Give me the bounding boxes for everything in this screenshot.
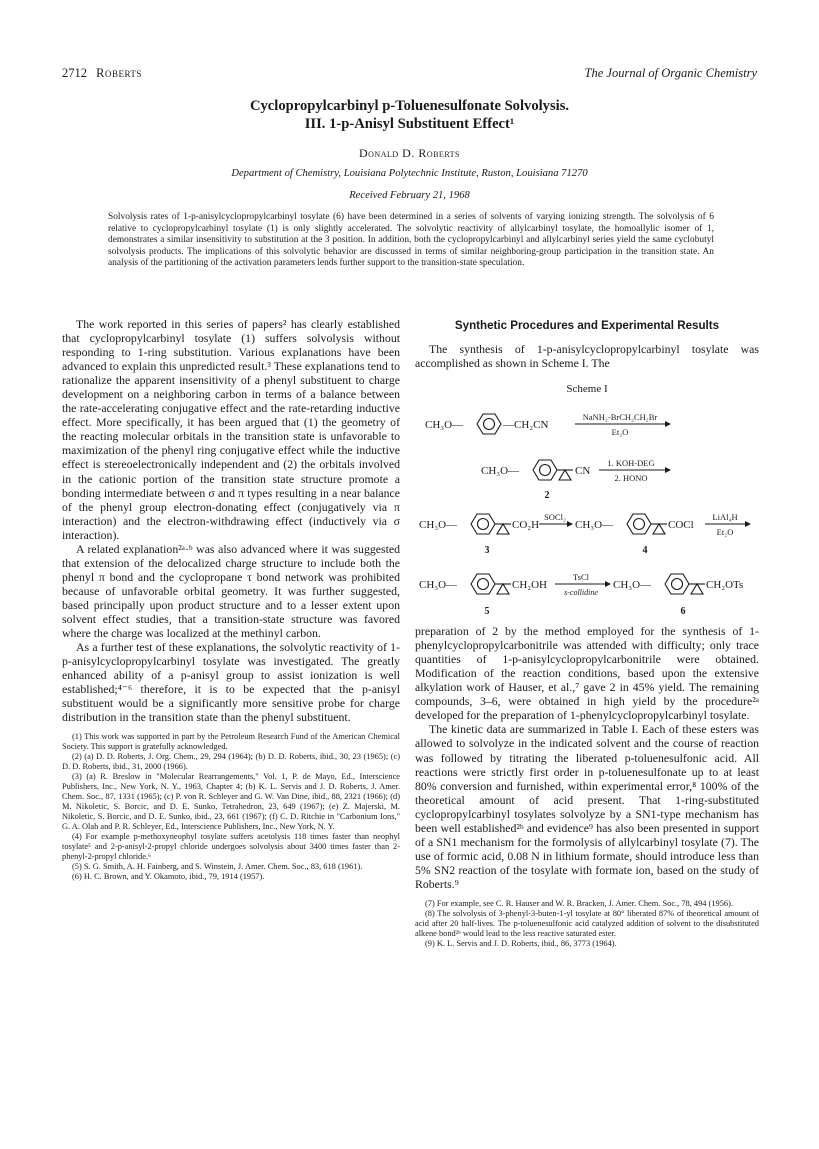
footnote: (2) (a) D. D. Roberts, J. Org. Chem., 29, 294 (1964); (b) D. D. Roberts, ibid., 30, 23 (1965); (c) D. D. Roberts, ibid., 31, 2000 (1966).	[62, 752, 400, 772]
right-column	[415, 317, 759, 949]
benzene-ring	[627, 514, 651, 534]
scheme-text: CO₂H	[512, 519, 540, 532]
paragraph: The work reported in this series of papers² has clearly established that cyclopropylcarbinyl tosylate (1) suffers solvolysis without responding to 1-ring substitution. Various explanations have been advanced to explain this unpredicted result.³ These explanations tend to rationalize the apparent insensitivity of a phenyl substituent to charge development on a neighboring carbon in terms of a balance between the rate-accelerating conjugative effect and the rate-retarding inductive effect. More specifically, it has been argued that (1) the geometry of the reacting molecular orbitals in the transition state is unfavorable to maximization of the phenyl ring conjugative effect while the inductive effect is stereoelectronically independent and (2) the orbitals involved in the cationic portion of the transition state structure promote a bonding intermediate between σ and π types resulting in a near balance of the phenyl group electron-donating effect (conjugatively via π interaction) and the electron-withdrawing effect (inductively via σ interaction).	[62, 317, 400, 542]
abstract: Solvolysis rates of 1-p-anisylcyclopropylcarbinyl tosylate (6) have been determined in a series of solvents of varying ionizing strength. The solvolysis of 6 relative to cyclopropylcarbinyl tosylate (1) is only slightly accelerated. The solvolytic reactivity of allylcarbinyl tosylate, the homoallylic isomer of 1, demonstrates a similar insensitivity to substitution at the 3 position. In addition, both the cyclopropylcarbinyl and allylcarbinyl series yield the same cyclobutyl solvolysis products. The implications of this solvolytic behavior are discussed in terms of similar neighboring-group participation in the transition state. An analysis of the partitioning of the activation parameters lends further support to the transition-state speculation.	[108, 212, 714, 268]
section-heading: Synthetic Procedures and Experimental Results	[454, 319, 720, 332]
scheme-text: CH₃O—	[613, 579, 652, 592]
scheme-text: CH₂OTs	[706, 579, 744, 592]
paragraph: A related explanation²ᵃ·ᵇ was also advanced where it was suggested that extension of the delocalized charge structure to include both the phenyl π bond and the cyclopropane τ bond network was prohibited because of unfavorable orbital geometry. It was further suggested, based principally upon product structure and to a lesser extent upon solvent effect studies, that a transition-state structure was favored where the charge was localized at the methinyl carbon.	[62, 541, 400, 641]
article-title	[62, 97, 757, 133]
compound-number: 3	[484, 545, 490, 557]
footnote: (8) The solvolysis of 3-phenyl-3-buten-1-yl tosylate at 80° liberated 87% of theoretical amount of acid after 20 half-lives. The p-toluenesulfonic acid catalyzed addition of solvent to the disubstituted alkene bond²ᵇ would lead to the less reactive saturated ester.	[415, 908, 759, 938]
arrow-head	[605, 581, 611, 587]
title-line-2: III. 1-p-Anisyl Substituent Effect¹	[304, 116, 515, 132]
cyclopropane-ring	[557, 470, 573, 480]
scheme-diagram	[415, 376, 759, 624]
page-number: 2712	[62, 66, 87, 80]
scheme-text: —CH₂CN	[503, 419, 549, 432]
reagent-label: 2. HONO	[614, 473, 648, 484]
footnote: (3) (a) R. Breslow in "Molecular Rearrangements," Vol. 1, P. de Mayo, Ed., Interscience Publishers, Inc., New York, N. Y., 1963, Chapter 4; (b) K. L. Servis and J. D. Roberts, J. Amer. Chem. Soc., 87, 1331 (1965); (c) P. von R. Schleyer and G. W. Van Dine, ibid., 88, 2321 (1966); (d) M. Nikoletic, S. Borcic, and D. E. Sunko, Tetrahedron, 23, 649 (1967); (e) Z. Majerski, M. Nikoletic, S. Borcic, and D. E. Sunko, ibid., 23, 661 (1967); (f) C. D. Ritchie in "Carbonium Ions," G. A. Olah and P. R. Schleyer, Ed., Interscience Publishers, Inc., New York, N. Y.	[62, 772, 400, 832]
benzene-ring	[477, 414, 501, 434]
benzene-ring	[665, 574, 689, 594]
benzene-ring	[471, 514, 495, 534]
arrow-head	[665, 421, 671, 427]
reagent-label: TsCl	[573, 572, 589, 583]
running-head-left	[62, 66, 142, 81]
compound-number: 4	[642, 545, 648, 557]
journal-name: The Journal of Organic Chemistry	[584, 66, 757, 80]
reaction-scheme	[415, 376, 759, 624]
scheme-text: CH₃O—	[575, 519, 614, 532]
benzene-ring	[471, 574, 495, 594]
footnote: (7) For example, see C. R. Hauser and W. R. Bracken, J. Amer. Chem. Soc., 78, 494 (1956).	[425, 898, 733, 908]
benzene-ring	[533, 460, 557, 480]
scheme-text: CH₃O—	[419, 519, 458, 532]
reagent-label: NaNH₂-BrCH₂CH₂Br	[582, 412, 658, 423]
left-column	[62, 317, 400, 882]
footnote: (1) This work was supported in part by the Petroleum Research Fund of the American Chemical Society. This support is gratefully acknowledged.	[62, 732, 400, 752]
reagent-label: 1. KOH-DEG	[607, 458, 655, 469]
paragraph: As a further test of these explanations, the solvolytic reactivity of 1-p-anisylcyclopropylcarbinyl tosylate was investigated. The greatly enhanced ability of a p-anisyl group to assist ionization is well established;⁴⁻⁶ therefore, it is to be expected that the p-anisyl substituent would be a significantly more sensitive probe for charge distribution in the transition state than the phenyl substituent.	[62, 640, 400, 725]
right-intro	[415, 342, 759, 370]
scheme-text: CN	[575, 465, 591, 478]
running-head	[62, 66, 757, 82]
left-body	[62, 317, 400, 724]
received-date: Received February 21, 1968	[349, 190, 470, 201]
paragraph: The synthesis of 1-p-anisylcyclopropylcarbinyl tosylate was accomplished as shown in Scheme I. The	[415, 342, 759, 371]
compound-number: 5	[484, 606, 490, 618]
compound-number: 2	[544, 490, 550, 502]
scheme-text: CH₃O—	[419, 579, 458, 592]
cyclopropane-ring	[689, 584, 705, 594]
cyclopropane-ring	[495, 524, 511, 534]
scheme-text: CH₃O—	[425, 419, 464, 432]
reagent-label: LiAl₄H	[712, 512, 738, 523]
compound-number: 6	[680, 606, 686, 618]
left-footnotes	[62, 732, 400, 882]
scheme-title: Scheme I	[566, 383, 608, 396]
paragraph: The kinetic data are summarized in Table I. Each of these esters was allowed to solvolyze in the indicated solvent and the course of reaction was followed by titrating the liberated p-toluenesulfonic acid. All reactions were strictly first order in p-toluenesulfonate up to at least 80% conversion and furnished, within experimental error,⁸ 100% of the theoretical amount of acid present. That 1-ring-substituted cyclopropylcarbinyl tosylates solvolyze by a SN1-type mechanism has been well established²ᵇ and evidence⁹ has also been presented in support of a SN1 mechanism for the formolysis of allylcarbinyl tosylate (7). The use of formic acid, 0.08 N in lithium formate, should introduce less than 5% SN2 reaction of the tosylate with formate ion, based on the study of Roberts.⁹	[415, 722, 759, 891]
right-footnotes	[415, 899, 759, 949]
reagent-label: SOCl₂	[544, 512, 566, 523]
author-name: Donald D. Roberts	[358, 146, 461, 160]
cyclopropane-ring	[495, 584, 511, 594]
reagent-label: Et₂O	[611, 427, 629, 438]
scheme-text: CH₃O—	[481, 465, 520, 478]
cyclopropane-ring	[651, 524, 667, 534]
title-line-1: Cyclopropylcarbinyl p-Toluenesulfonate Solvolysis.	[249, 98, 570, 114]
reagent-label: s-collidine	[564, 588, 598, 598]
footnote: (4) For example p-methoxyneophyl tosylate suffers acetolysis 118 times faster than neophyl tosylate⁵ and 2-p-anisyl-2-propyl chloride undergoes solvolysis about 3400 times faster than 2-phenyl-2-propyl chloride.⁶	[62, 832, 400, 862]
running-head-author: Roberts	[96, 66, 142, 80]
arrow-head	[567, 521, 573, 527]
footnote: (5) S. G. Smith, A. H. Fainberg, and S. Winstein, J. Amer. Chem. Soc., 83, 618 (1961).	[72, 862, 363, 872]
right-body	[415, 624, 759, 891]
reagent-label: Et₂O	[716, 527, 734, 538]
scheme-text: CH₂OH	[512, 579, 548, 592]
author-affiliation: Department of Chemistry, Louisiana Polytechnic Institute, Ruston, Louisiana 71270	[231, 168, 588, 179]
arrow-head	[745, 521, 751, 527]
footnote: (9) K. L. Servis and J. D. Roberts, ibid., 86, 3773 (1964).	[425, 938, 617, 948]
arrow-head	[665, 467, 671, 473]
scheme-text: COCl	[668, 519, 694, 532]
paragraph: preparation of 2 by the method employed for the synthesis of 1-phenylcyclopropylcarbonitrile was attended with difficulty; only trace quantities of 1-p-anisylcyclopropylcarbonitrile were obtained. Modification of the reaction conditions, based upon the extensive alkylation work of Hauser, et al.,⁷ gave 2 in 45% yield. The remaining compounds, 3–6, were obtained in high yield by the procedure²ᵃ developed for the preparation of 1-phenylcyclopropylcarbinyl tosylate.	[415, 624, 759, 723]
footnote: (6) H. C. Brown, and Y. Okamoto, ibid., 79, 1914 (1957).	[72, 872, 265, 882]
